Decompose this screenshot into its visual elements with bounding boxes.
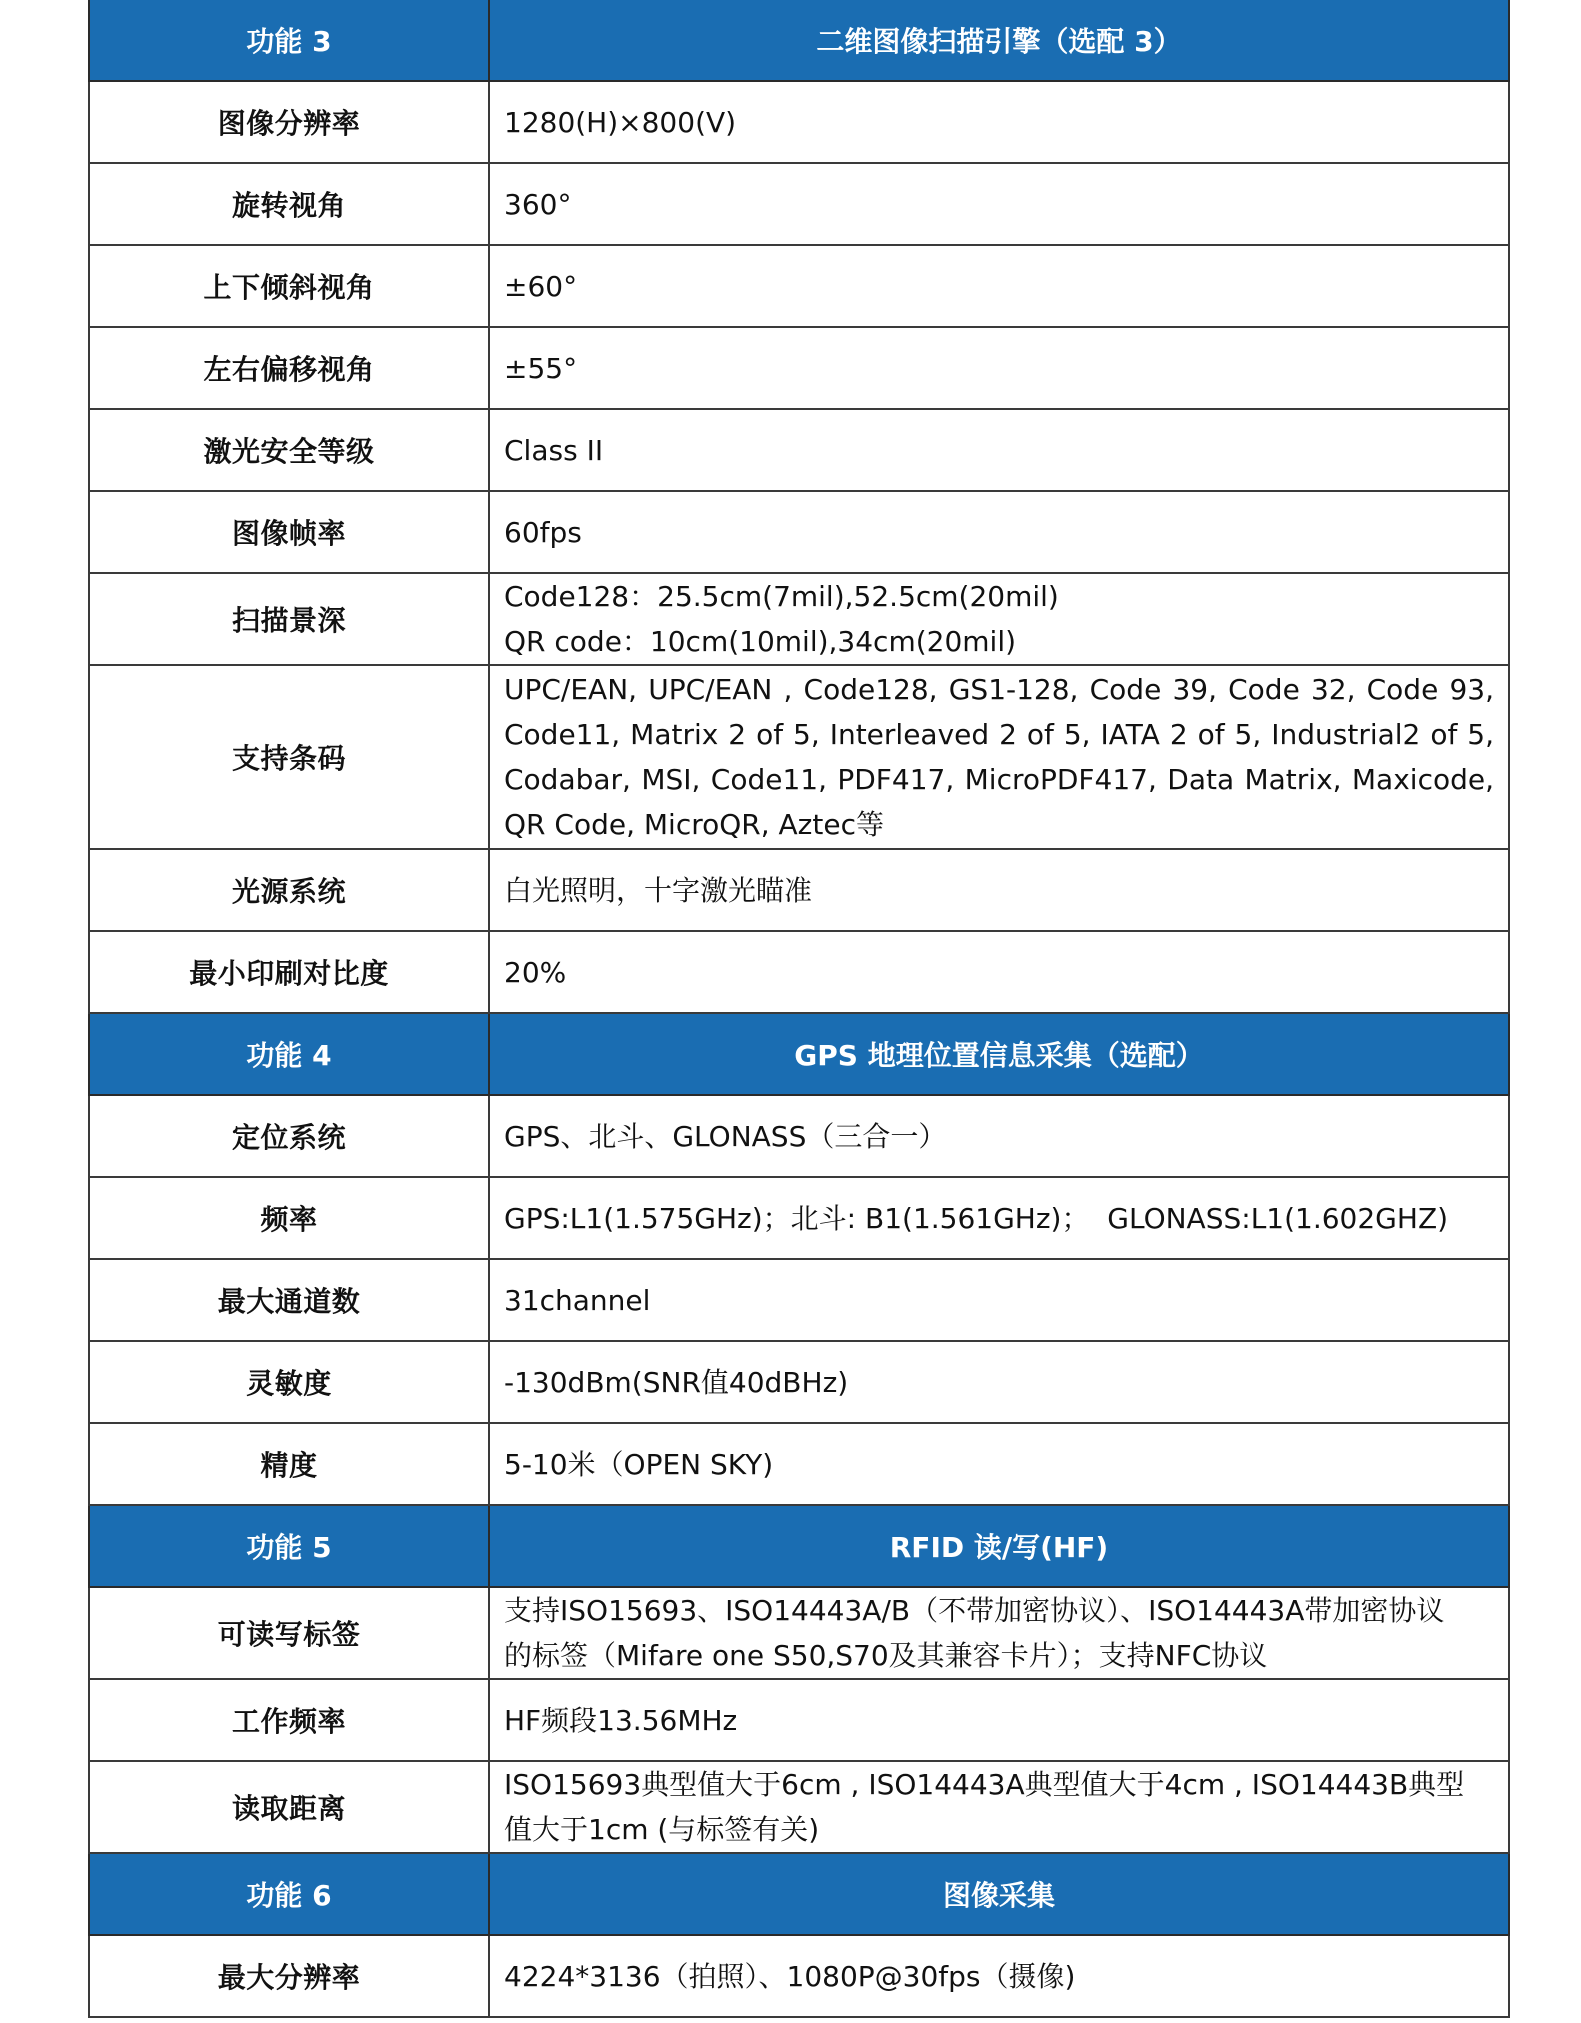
feature-label: 功能 3 bbox=[89, 0, 489, 81]
row-label: 工作频率 bbox=[89, 1679, 489, 1761]
table-row bbox=[89, 1587, 1509, 1679]
row-value: 1280(H)×800(V) bbox=[489, 81, 1509, 163]
table-row bbox=[89, 1259, 1509, 1341]
row-label: 定位系统 bbox=[89, 1095, 489, 1177]
row-label: 读取距离 bbox=[89, 1761, 489, 1853]
value-line: Code128：25.5cm(7mil),52.5cm(20mil) bbox=[504, 580, 1059, 613]
row-value: 白光照明，十字激光瞄准 bbox=[489, 849, 1509, 931]
feature-label: 功能 6 bbox=[89, 1853, 489, 1935]
row-label: 上下倾斜视角 bbox=[89, 245, 489, 327]
row-label: 激光安全等级 bbox=[89, 409, 489, 491]
row-value: 60fps bbox=[489, 491, 1509, 573]
row-label: 最小印刷对比度 bbox=[89, 931, 489, 1013]
section-title: GPS 地理位置信息采集（选配） bbox=[489, 1013, 1509, 1095]
row-value: 360° bbox=[489, 163, 1509, 245]
row-label: 精度 bbox=[89, 1423, 489, 1505]
row-value: 5-10米（OPEN SKY) bbox=[489, 1423, 1509, 1505]
row-label: 图像分辨率 bbox=[89, 81, 489, 163]
row-value: 31channel bbox=[489, 1259, 1509, 1341]
table-row bbox=[89, 327, 1509, 409]
table-row bbox=[89, 1679, 1509, 1761]
table-row bbox=[89, 1761, 1509, 1853]
section-title: 图像采集 bbox=[489, 1853, 1509, 1935]
row-value: GPS:L1(1.575GHz)；北斗: B1(1.561GHz)； GLONASS:L1(1.602GHZ) bbox=[489, 1177, 1509, 1259]
spec-table bbox=[88, 0, 1510, 2018]
table-row bbox=[89, 491, 1509, 573]
row-label: 支持条码 bbox=[89, 665, 489, 849]
value-line: 值大于1cm (与标签有关) bbox=[504, 1813, 820, 1846]
section-title: RFID 读/写(HF) bbox=[489, 1505, 1509, 1587]
row-label: 光源系统 bbox=[89, 849, 489, 931]
table-row bbox=[89, 409, 1509, 491]
row-value: ±60° bbox=[489, 245, 1509, 327]
feature-label: 功能 4 bbox=[89, 1013, 489, 1095]
row-label: 扫描景深 bbox=[89, 573, 489, 665]
row-label: 旋转视角 bbox=[89, 163, 489, 245]
row-label: 最大通道数 bbox=[89, 1259, 489, 1341]
row-label: 灵敏度 bbox=[89, 1341, 489, 1423]
row-value bbox=[489, 573, 1509, 665]
row-value: HF频段13.56MHz bbox=[489, 1679, 1509, 1761]
table-row bbox=[89, 1341, 1509, 1423]
row-label: 最大分辨率 bbox=[89, 1935, 489, 2017]
table-row bbox=[89, 665, 1509, 849]
row-label: 可读写标签 bbox=[89, 1587, 489, 1679]
feature-label: 功能 5 bbox=[89, 1505, 489, 1587]
table-row bbox=[89, 245, 1509, 327]
table-row bbox=[89, 931, 1509, 1013]
row-value: -130dBm(SNR值40dBHz) bbox=[489, 1341, 1509, 1423]
value-line: 支持ISO15693、ISO14443A/B（不带加密协议）、ISO14443A带加密协议 bbox=[504, 1594, 1445, 1627]
section-header-4 bbox=[89, 1013, 1509, 1095]
table-row bbox=[89, 849, 1509, 931]
section-title: 二维图像扫描引擎（选配 3） bbox=[489, 0, 1509, 81]
row-label: 左右偏移视角 bbox=[89, 327, 489, 409]
section-header-3 bbox=[89, 0, 1509, 81]
table-row bbox=[89, 1935, 1509, 2017]
value-line: QR code：10cm(10mil),34cm(20mil) bbox=[504, 625, 1017, 658]
row-label: 频率 bbox=[89, 1177, 489, 1259]
table-row bbox=[89, 1423, 1509, 1505]
value-line: ISO15693典型值大于6cm , ISO14443A典型值大于4cm , ISO14443B典型 bbox=[504, 1768, 1465, 1801]
row-value bbox=[489, 1761, 1509, 1853]
table-row bbox=[89, 81, 1509, 163]
section-header-6 bbox=[89, 1853, 1509, 1935]
row-value: Class II bbox=[489, 409, 1509, 491]
section-header-5 bbox=[89, 1505, 1509, 1587]
row-value bbox=[489, 1587, 1509, 1679]
row-label: 图像帧率 bbox=[89, 491, 489, 573]
row-value: 4224*3136（拍照）、1080P@30fps（摄像) bbox=[489, 1935, 1509, 2017]
value-line: 的标签（Mifare one S50,S70及其兼容卡片）；支持NFC协议 bbox=[504, 1639, 1268, 1672]
table-row bbox=[89, 163, 1509, 245]
table-row bbox=[89, 1177, 1509, 1259]
row-value: 20% bbox=[489, 931, 1509, 1013]
row-value: UPC/EAN, UPC/EAN , Code128, GS1-128, Code 39, Code 32, Code 93, Code11, Matrix 2 of 5, Interleaved 2 of 5, IATA 2 of 5, Industrial2 of 5, Codabar, MSI, Code11, PDF417, MicroPDF417, Data Matrix, Maxicode, QR Code, MicroQR, Aztec等 bbox=[489, 665, 1509, 849]
row-value: ±55° bbox=[489, 327, 1509, 409]
table-row bbox=[89, 1095, 1509, 1177]
row-value: GPS、北斗、GLONASS（三合一） bbox=[489, 1095, 1509, 1177]
table-row bbox=[89, 573, 1509, 665]
